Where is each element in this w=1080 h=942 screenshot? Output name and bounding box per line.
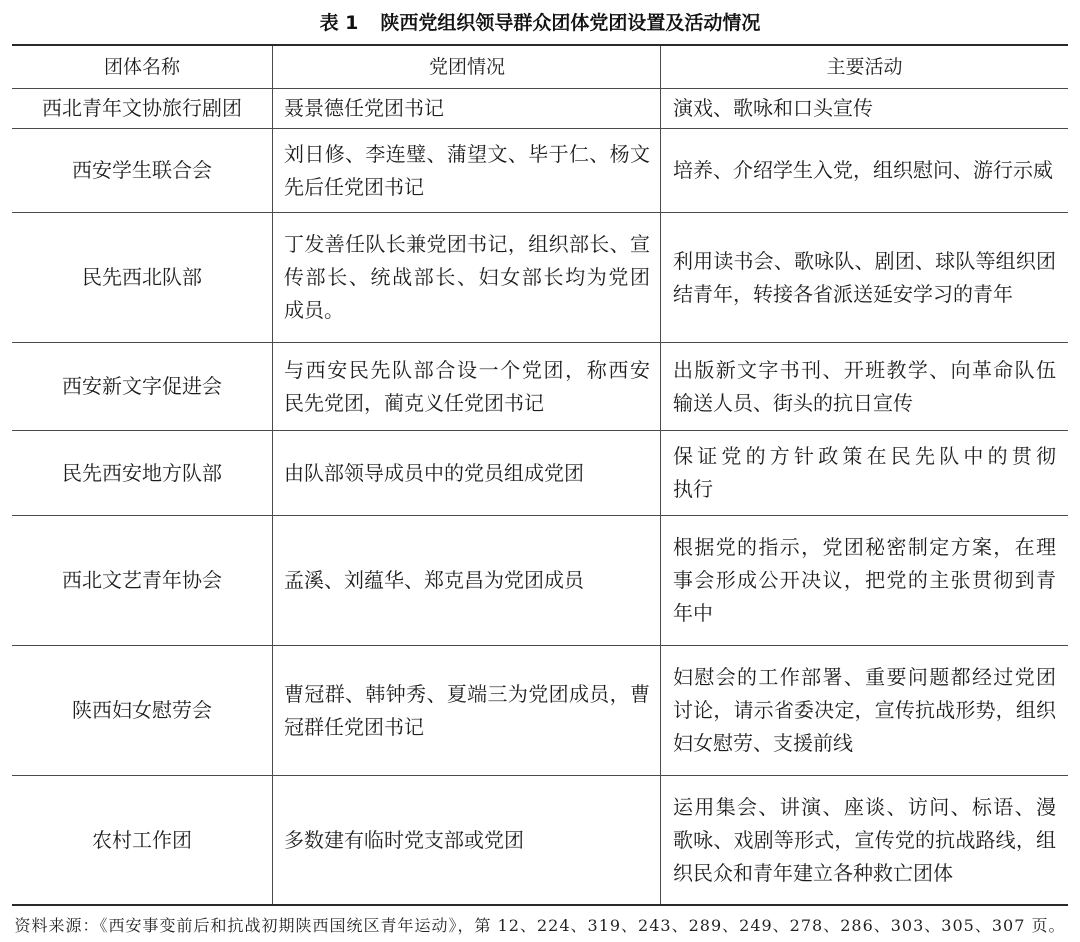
party-info-line: 民先党团，蔺克义任党团书记	[284, 390, 544, 415]
activities-line: 歌咏、戏剧等形式，宣传党的抗战路线，组	[673, 827, 1056, 852]
group-name: 西北青年文协旅行剧团	[42, 96, 242, 120]
party-info-line: 曹冠群、韩钟秀、夏端三为党团成员，曹	[284, 681, 650, 706]
group-name-cell	[12, 431, 272, 515]
header-main-activities: 主要活动	[826, 55, 903, 78]
party-info-line: 冠群任党团书记	[284, 714, 424, 739]
activities-cell	[660, 343, 1068, 430]
table-row	[12, 431, 1068, 516]
activities-cell	[660, 129, 1068, 212]
group-name: 民先西北队部	[82, 265, 202, 289]
activities-line: 培养、介绍学生入党，组织慰问、游行示威	[673, 158, 1053, 182]
group-name: 西安学生联合会	[72, 158, 212, 182]
party-info-cell	[272, 776, 660, 904]
party-info-cell	[272, 129, 660, 212]
activities-line: 妇慰会的工作部署、重要问题都经过党团	[673, 665, 1056, 689]
group-name-cell	[12, 776, 272, 904]
activities-cell	[660, 89, 1068, 128]
group-name-cell	[12, 516, 272, 645]
header-cell-party	[272, 46, 660, 88]
party-info-line: 丁发善任队长兼党团书记，组织部长、宣	[284, 232, 650, 256]
party-info-cell	[272, 89, 660, 128]
group-name-cell	[12, 213, 272, 342]
activities-line: 年中	[673, 601, 713, 625]
group-name-cell	[12, 646, 272, 775]
data-table	[12, 44, 1068, 906]
party-info-cell	[272, 431, 660, 515]
table-title: 陕西党组织领导群众团体党团设置及活动情况	[380, 12, 761, 34]
party-info-cell	[272, 343, 660, 430]
party-info-line: 先后任党团书记	[284, 174, 424, 199]
activities-line: 妇女慰劳、支援前线	[673, 731, 853, 755]
group-name: 陕西妇女慰劳会	[72, 698, 212, 722]
table-row	[12, 129, 1068, 213]
activities-line: 事会形成公开决议，把党的主张贯彻到青	[673, 568, 1056, 592]
table-caption	[0, 8, 1080, 38]
group-name: 西北文艺青年协会	[62, 568, 222, 592]
activities-line: 利用读书会、歌咏队、剧团、球队等组织团	[673, 248, 1056, 273]
party-info-line: 多数建有临时党支部或党团	[284, 827, 524, 852]
activities-cell	[660, 213, 1068, 342]
activities-cell	[660, 516, 1068, 645]
party-info-cell	[272, 213, 660, 342]
header-group-name: 团体名称	[103, 55, 180, 78]
table-row	[12, 646, 1068, 776]
party-info-line: 由队部领导成员中的党员组成党团	[284, 460, 584, 485]
header-party-info: 党团情况	[428, 55, 505, 78]
table-row	[12, 89, 1068, 129]
party-info-cell	[272, 516, 660, 645]
party-info-line: 聂景德任党团书记	[284, 96, 444, 120]
activities-line: 织民众和青年建立各种救亡团体	[673, 860, 953, 885]
party-info-line: 刘日修、李连璧、蒲望文、毕于仁、杨文	[284, 141, 650, 166]
party-info-line: 传部长、统战部长、妇女部长均为党团	[284, 265, 650, 289]
table-label: 表 1	[319, 12, 359, 34]
activities-cell	[660, 646, 1068, 775]
activities-line: 根据党的指示，党团秘密制定方案，在理	[673, 535, 1056, 559]
activities-line: 输送人员、街头的抗日宣传	[673, 390, 913, 415]
source-note: 资料来源：《西安事变前后和抗战初期陕西国统区青年运动》，第 12、224、319、243、289、249、278、286、303、305、307 页。	[14, 916, 1066, 935]
activities-line: 演戏、歌咏和口头宣传	[673, 96, 873, 120]
activities-cell	[660, 776, 1068, 904]
group-name: 民先西安地方队部	[62, 460, 222, 485]
header-cell-name	[12, 46, 272, 88]
table-header-row	[12, 46, 1068, 89]
table-row	[12, 213, 1068, 343]
party-info-cell	[272, 646, 660, 775]
group-name: 农村工作团	[92, 827, 192, 852]
group-name-cell	[12, 89, 272, 128]
activities-line: 保证党的方针政策在民先队中的贯彻	[673, 444, 1056, 468]
activities-line: 出版新文字书刊、开班教学、向革命队伍	[673, 357, 1056, 382]
group-name: 西安新文字促进会	[62, 374, 222, 398]
header-cell-activities	[660, 46, 1068, 88]
table-row	[12, 776, 1068, 906]
activities-line: 执行	[673, 477, 713, 501]
group-name-cell	[12, 343, 272, 430]
activities-line: 结青年，转接各省派送延安学习的青年	[673, 281, 1013, 306]
table-row	[12, 516, 1068, 646]
group-name-cell	[12, 129, 272, 212]
party-info-line: 孟溪、刘蕴华、郑克昌为党团成员	[284, 568, 584, 592]
activities-cell	[660, 431, 1068, 515]
party-info-line: 与西安民先队部合设一个党团，称西安	[284, 357, 650, 382]
activities-line: 讨论，请示省委决定，宣传抗战形势，组织	[673, 698, 1056, 722]
table-row	[12, 343, 1068, 431]
party-info-line: 成员。	[284, 298, 344, 322]
activities-line: 运用集会、讲演、座谈、访问、标语、漫	[673, 794, 1056, 819]
